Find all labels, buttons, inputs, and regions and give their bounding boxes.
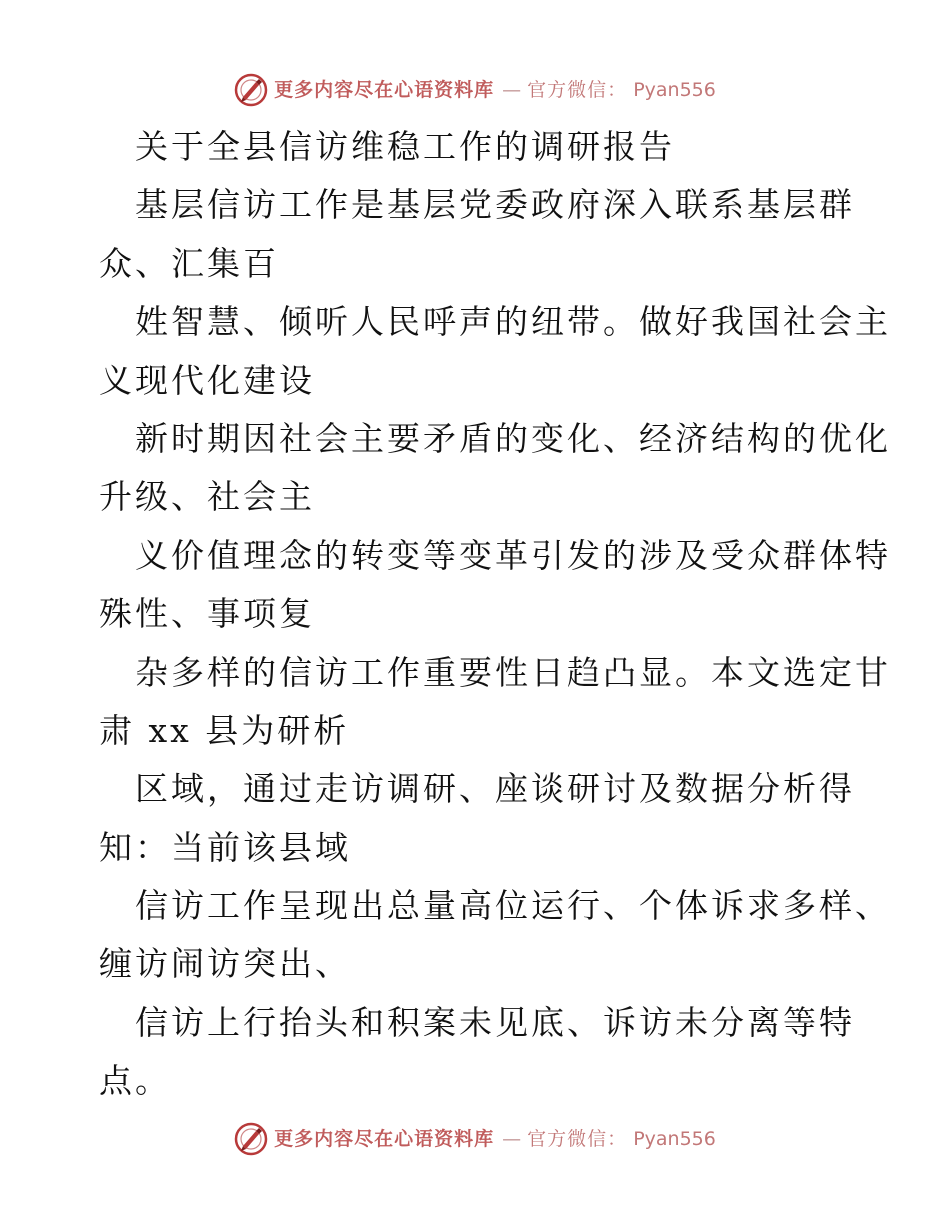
header-banner-content — [234, 73, 716, 107]
paragraph-line: 义价值理念的转变等变革引发的涉及受众群体特 — [135, 535, 891, 575]
footer-wechat-id: Pyan556 — [633, 1127, 716, 1150]
footer-banner — [0, 1119, 950, 1159]
header-wechat-id: Pyan556 — [633, 78, 716, 101]
header-separator: — — [502, 78, 520, 101]
footer-brand-text: 更多内容尽在心语资料库 — [274, 1127, 495, 1150]
paragraph-line: 新时期因社会主要矛盾的变化、经济结构的优化 — [135, 418, 891, 458]
footer-wechat-label: 官方微信： — [527, 1127, 628, 1150]
paragraph-line: 姓智慧、倾听人民呼声的纽带。做好我国社会主 — [135, 302, 891, 342]
paragraph-line: 基层信访工作是基层党委政府深入联系基层群 — [135, 185, 855, 225]
paragraph-line: 义现代化建设 — [99, 360, 315, 400]
footer-banner-content — [234, 1122, 716, 1156]
paragraph-line: 殊性、事项复 — [99, 594, 315, 634]
paragraph-line: 信访上行抬头和积案未见底、诉访未分离等特 — [135, 1002, 855, 1042]
paragraph-line: 杂多样的信访工作重要性日趋凸显。本文选定甘 — [135, 652, 891, 692]
paragraph-line: 肃 xx 县为研析 — [99, 710, 350, 750]
paragraph-line: 点。 — [99, 1061, 171, 1101]
header-banner — [0, 70, 950, 110]
paragraph-line: 区域，通过走访调研、座谈研讨及数据分析得 — [135, 769, 855, 809]
document-title: 关于全县信访维稳工作的调研报告 — [135, 127, 675, 166]
footer-separator: — — [502, 1127, 520, 1150]
seal-logo-icon — [234, 1122, 268, 1156]
paragraph-line: 信访工作呈现出总量高位运行、个体诉求多样、 — [135, 886, 891, 926]
header-brand-text: 更多内容尽在心语资料库 — [274, 78, 495, 101]
paragraph-line: 升级、社会主 — [99, 477, 315, 517]
seal-logo-icon — [234, 73, 268, 107]
paragraph-line: 知：当前该县域 — [99, 827, 351, 867]
document-body — [99, 118, 889, 1111]
paragraph-line: 众、汇集百 — [99, 243, 279, 283]
header-wechat-label: 官方微信： — [527, 78, 628, 101]
paragraph-line: 缠访闹访突出、 — [99, 944, 351, 984]
